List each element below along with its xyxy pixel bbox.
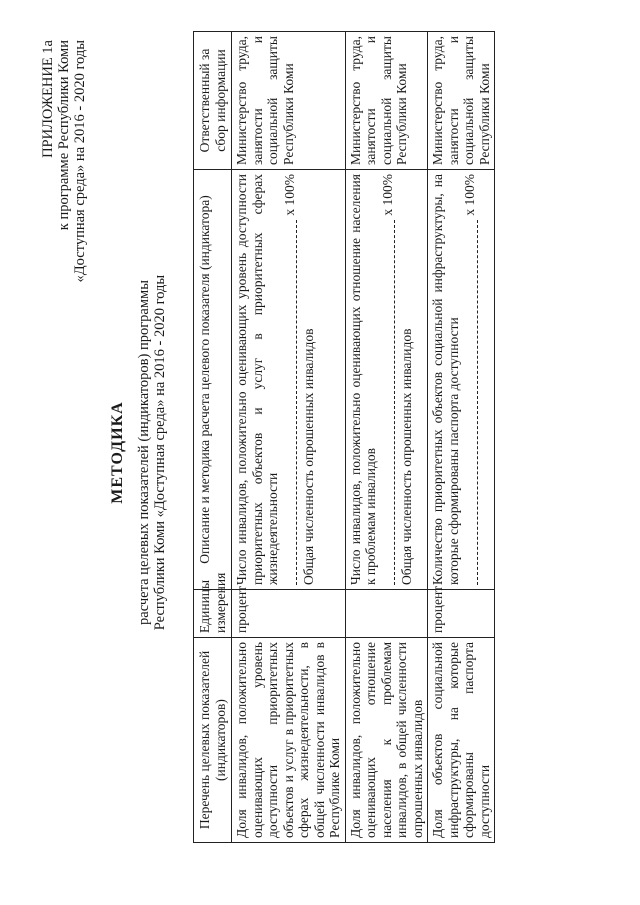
formula-fraction-line	[380, 174, 396, 585]
formula-factor: х 100%	[462, 174, 477, 216]
indicator-cell: Доля инвалидов, положительно оценивающих уровень доступности приоритетных объектов и услуг в приоритетных сферах жизнедеятельности, в общей численности инвалидов в Республике Коми	[232, 638, 346, 843]
header-indicator: Перечень целевых показателей (индикаторов)	[194, 638, 232, 843]
appendix-header	[40, 40, 88, 283]
responsible-cell: Министерство труда, занятости и социальной защиты Республики Коми	[345, 32, 428, 170]
appendix-line-2: к программе Республики Коми	[56, 40, 72, 231]
document-title: МЕТОДИКА	[109, 401, 126, 504]
indicator-cell: Доля инвалидов, положительно оценивающих отношение населения к проблемам инвалидов, в общей численности опрошенных инвалидов	[345, 638, 428, 843]
formula-denominator: Общая численность опрошенных инвалидов	[399, 328, 414, 585]
formula-denominator: Общая численность опрошенных инвалидов	[301, 328, 316, 585]
indicators-table	[193, 31, 495, 843]
fraction-bar	[287, 220, 297, 585]
formula-fraction-line	[282, 174, 298, 585]
table-row	[428, 32, 495, 843]
unit-cell: процент	[428, 590, 495, 638]
method-cell	[428, 170, 495, 590]
header-method: Описание и методика расчета целевого показателя (индикатора)	[194, 170, 232, 590]
header-responsible: Ответственный за сбор информации	[194, 32, 232, 170]
method-cell	[345, 170, 428, 590]
method-cell	[232, 170, 346, 590]
responsible-cell: Министерство труда, занятости и социальной защиты Республики Коми	[232, 32, 346, 170]
fraction-bar	[468, 220, 478, 585]
table-header-row	[194, 32, 232, 843]
unit-cell	[345, 590, 428, 638]
table-row	[345, 32, 428, 843]
header-unit: Единицы измерения	[194, 590, 232, 638]
responsible-cell: Министерство труда, занятости и социальной защиты Республики Коми	[428, 32, 495, 170]
indicator-cell: Доля объектов социальной инфраструктуры, на которые сформированы паспорта доступности	[428, 638, 495, 843]
formula-numerator: Число инвалидов, положительно оценивающих отношение населения к проблемам инвалидов	[347, 174, 378, 585]
formula-factor: х 100%	[281, 174, 297, 216]
document-subtitle-2: Республики Коми «Доступная среда» на 2016 - 2020 годы	[152, 274, 168, 631]
appendix-line-1: ПРИЛОЖЕНИЕ 1а	[40, 40, 56, 158]
formula-factor: х 100%	[379, 174, 395, 216]
fraction-bar	[385, 220, 395, 585]
formula-numerator: Количество приоритетных объектов социальной инфраструктуры, на которые сформированы паспорта доступности	[430, 174, 461, 585]
table-row	[232, 32, 346, 843]
formula-fraction-line	[462, 174, 478, 585]
document-subtitle-1: расчета целевых показателей (индикаторов) программы	[136, 280, 152, 625]
appendix-line-3: «Доступная среда» на 2016 - 2020 годы	[72, 40, 88, 283]
unit-cell: процент	[232, 590, 346, 638]
title-block	[108, 0, 168, 905]
formula-numerator: Число инвалидов, положительно оценивающих уровень доступности приоритетных объектов и услуг в приоритетных сферах жизнедеятельности	[234, 174, 280, 585]
